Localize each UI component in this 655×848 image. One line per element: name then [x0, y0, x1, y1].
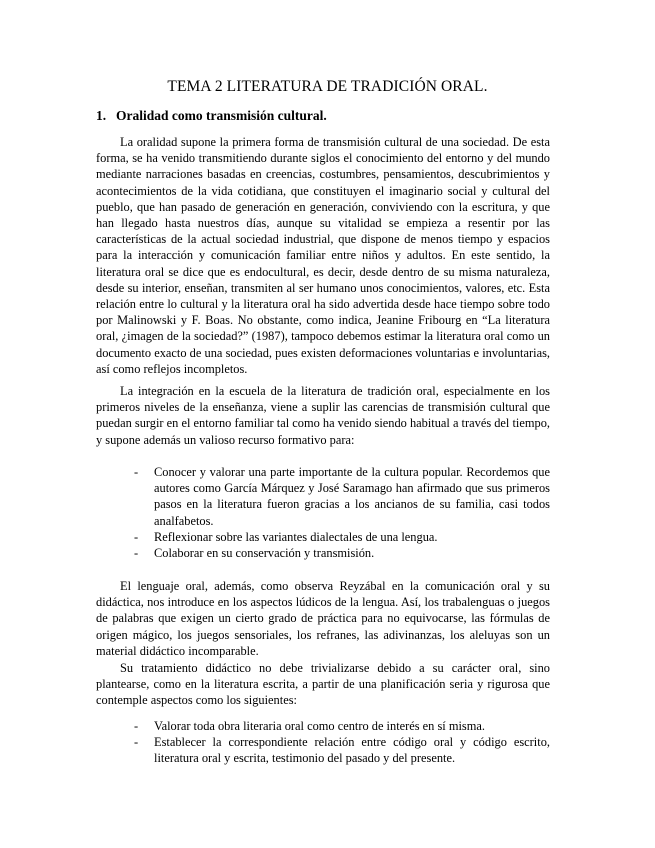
- list-item-text: Conocer y valorar una parte importante de la cultura popular. Recordemos que autores como García Márquez y José Saramago han afirmado que sus primeros pasos en la literatura fueron gracias a los ancianos de su familia, casi todos analfabetos.: [154, 465, 550, 528]
- section-heading: [96, 108, 327, 124]
- list-item: [134, 545, 550, 561]
- section-number: 1.: [96, 108, 107, 123]
- list-item-text: Colaborar en su conservación y transmisión.: [154, 546, 375, 561]
- paragraph-1: [96, 134, 550, 377]
- paragraph-4: [96, 660, 550, 709]
- list-item: [134, 464, 550, 529]
- list-item-text: Valorar toda obra literaria oral como centro de interés en sí misma.: [154, 719, 485, 733]
- list-item: [134, 718, 550, 734]
- list-dash: -: [134, 546, 139, 561]
- paragraph-text: El lenguaje oral, además, como observa Reyzábal en la comunicación oral y su didáctica, nos introduce en los aspectos lúdicos de la lengua. Así, los trabalenguas o juegos de palabras que exigen un cierto grado de práctica para no equivocarse, las fórmulas de origen mágico, los juegos sensoriales, los refranes, las adivinanzas, los aleluyas son un material didáctico incomparable.: [96, 579, 550, 658]
- list-dash: -: [134, 735, 139, 750]
- paragraph-text: La integración en la escuela de la literatura de tradición oral, especialmente en los primeros niveles de la enseñanza, viene a suplir las carencias de transmisión cultural que puedan surgir en el entorno familiar tal como ha venido siendo habitual a través del tiempo, y supone además un valioso recurso formativo para:: [96, 384, 550, 447]
- paragraph-3: [96, 578, 550, 659]
- list-dash: -: [134, 719, 139, 733]
- paragraph-text: La oralidad supone la primera forma de transmisión cultural de una sociedad. De esta forma, se ha venido transmitiendo durante siglos el conocimiento del entorno y del mundo mediante narraciones basadas en creencias, costumbres, pensamientos, descubrimientos y acontecimientos de la vida cotidiana, que constituyen el imaginario social y cultural del pueblo, que han pasado de generación en generación, conviviendo con la escritura, y que han llegado hasta nuestros días, aunque su vitalidad se empieza a resentir por las características de la actual sociedad industrial, que dispone de menos tiempo y espacios para la interacción y comunicación familiar entre niños y adultos. En este sentido, la literatura oral se dice que es endocultural, es decir, desde dentro de su misma naturaleza, desde su interior, enseñan, transmiten al ser humano unos conocimientos, valores, etc. Esta relación entre lo cultural y la literatura oral ha sido advertida desde hace tiempo sobre todo por Malinowski y F. Boas. No obstante, como indica, Jeanine Fribourg en “La literatura oral, ¿imagen de la sociedad?” (1987), tampoco debemos estimar la literatura oral como un documento exacto de una sociedad, pues existen deformaciones voluntarias e involuntarias, así como reflejos incompletos.: [96, 135, 550, 376]
- list-item: [134, 734, 550, 766]
- paragraph-2: [96, 383, 550, 448]
- list-item: [134, 529, 550, 545]
- paragraph-text: Su tratamiento didáctico no debe trivializarse debido a su carácter oral, sino plantearse, como en la literatura escrita, a partir de una planificación seria y rigurosa que contemple aspectos como los siguientes:: [96, 661, 550, 708]
- document-title: TEMA 2 LITERATURA DE TRADICIÓN ORAL.: [167, 78, 488, 95]
- bullet-list-1: [134, 464, 550, 561]
- list-item-text: Establecer la correspondiente relación entre código oral y código escrito, literatura oral y escrita, testimonio del pasado y del presente.: [154, 735, 550, 766]
- list-dash: -: [134, 529, 139, 544]
- section-title: Oralidad como transmisión cultural.: [116, 108, 327, 123]
- list-item-text: Reflexionar sobre las variantes dialectales de una lengua.: [154, 529, 438, 544]
- bullet-list-2: [134, 718, 550, 767]
- list-dash: -: [134, 465, 139, 479]
